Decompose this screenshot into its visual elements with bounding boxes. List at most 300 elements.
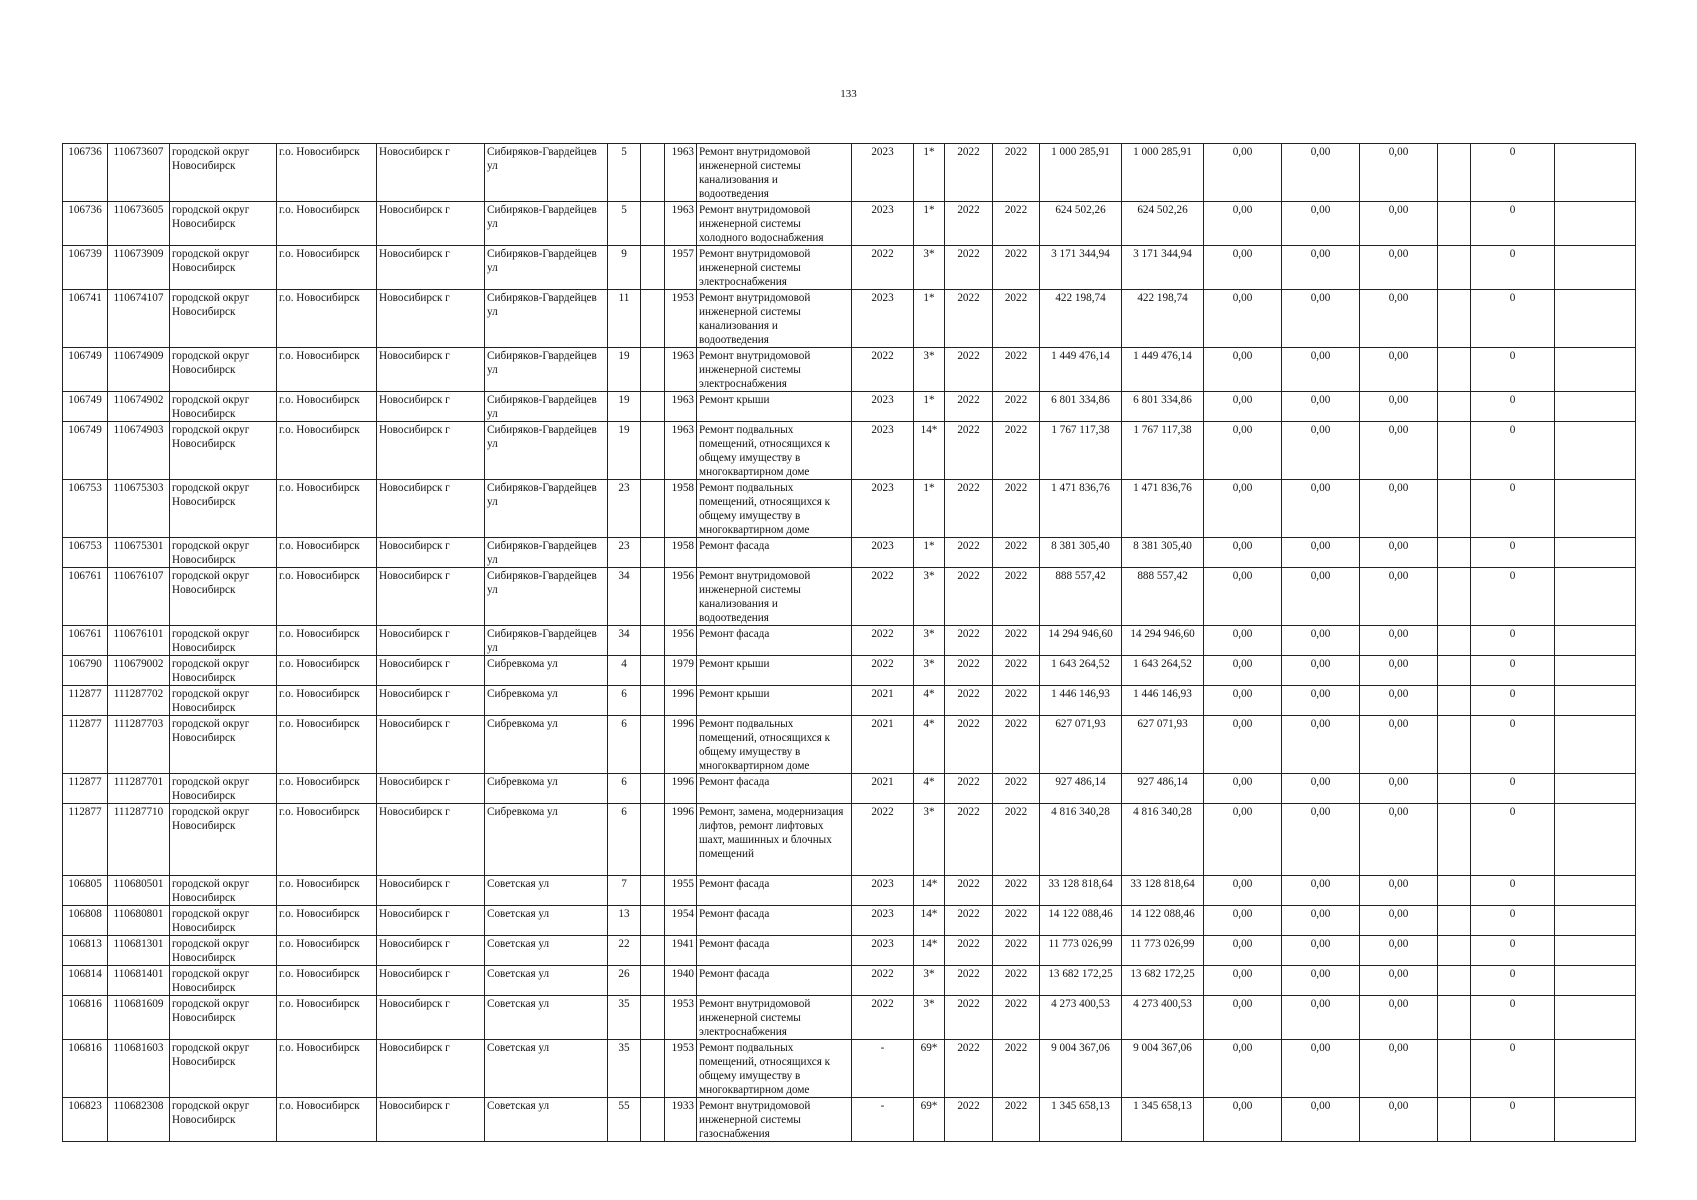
- table-row: [63, 774, 1636, 804]
- city-cell: Новосибирск г: [377, 996, 485, 1040]
- object-code-cell: 111287703: [108, 716, 170, 774]
- object-code-cell: 110681609: [108, 996, 170, 1040]
- subsidy-3-cell: 0,00: [1360, 1098, 1438, 1142]
- street-cell: Сибревкома ул: [485, 774, 608, 804]
- plan-year-cell: 2023: [852, 538, 914, 568]
- city-cell: Новосибирск г: [377, 774, 485, 804]
- empty-cell: [1555, 906, 1636, 936]
- table-row: [63, 876, 1636, 906]
- house-number-cell: 34: [608, 626, 641, 656]
- row-id-cell: 106761: [63, 568, 108, 626]
- work-type-cell: Ремонт крыши: [697, 686, 852, 716]
- house-number-cell: 35: [608, 996, 641, 1040]
- street-cell: Сибиряков-Гвардейцев ул: [485, 348, 608, 392]
- plan-year-cell: -: [852, 1040, 914, 1098]
- city-cell: Новосибирск г: [377, 656, 485, 686]
- city-cell: Новосибирск г: [377, 716, 485, 774]
- year-built-cell: 1963: [665, 144, 697, 202]
- total-cost-cell: 1 643 264,52: [1040, 656, 1122, 686]
- zero-count-cell: 0: [1471, 422, 1555, 480]
- total-cost-cell: 1 767 117,38: [1040, 422, 1122, 480]
- start-year-cell: 2022: [945, 422, 993, 480]
- subsidy-3-cell: 0,00: [1360, 906, 1438, 936]
- district-cell: городской округ Новосибирск: [170, 480, 277, 538]
- building-cell: [641, 246, 665, 290]
- city-cell: Новосибирск г: [377, 804, 485, 876]
- house-number-cell: 19: [608, 422, 641, 480]
- plan-year-cell: 2021: [852, 686, 914, 716]
- table-row: [63, 480, 1636, 538]
- object-code-cell: 110674903: [108, 422, 170, 480]
- end-year-cell: 2022: [993, 626, 1040, 656]
- subsidy-3-cell: 0,00: [1360, 348, 1438, 392]
- fund-cost-cell: 1 000 285,91: [1122, 144, 1204, 202]
- criterion-cell: 3*: [914, 996, 945, 1040]
- plan-year-cell: 2023: [852, 144, 914, 202]
- year-built-cell: 1954: [665, 906, 697, 936]
- end-year-cell: 2022: [993, 716, 1040, 774]
- street-cell: Советская ул: [485, 1040, 608, 1098]
- district-cell: городской округ Новосибирск: [170, 202, 277, 246]
- start-year-cell: 2022: [945, 144, 993, 202]
- year-built-cell: 1979: [665, 656, 697, 686]
- district-cell: городской округ Новосибирск: [170, 144, 277, 202]
- plan-year-cell: 2022: [852, 568, 914, 626]
- subsidy-2-cell: 0,00: [1282, 906, 1360, 936]
- object-code-cell: 110680801: [108, 906, 170, 936]
- district-cell: городской округ Новосибирск: [170, 626, 277, 656]
- table-row: [63, 246, 1636, 290]
- total-cost-cell: 627 071,93: [1040, 716, 1122, 774]
- street-cell: Сибиряков-Гвардейцев ул: [485, 290, 608, 348]
- row-id-cell: 106790: [63, 656, 108, 686]
- house-number-cell: 23: [608, 480, 641, 538]
- building-cell: [641, 290, 665, 348]
- subsidy-2-cell: 0,00: [1282, 246, 1360, 290]
- total-cost-cell: 13 682 172,25: [1040, 966, 1122, 996]
- district-cell: городской округ Новосибирск: [170, 996, 277, 1040]
- empty-cell: [1555, 392, 1636, 422]
- house-number-cell: 5: [608, 144, 641, 202]
- building-cell: [641, 716, 665, 774]
- row-id-cell: 106813: [63, 936, 108, 966]
- work-type-cell: Ремонт внутридомовой инженерной системы канализования и водоотведения: [697, 568, 852, 626]
- zero-count-cell: 0: [1471, 1040, 1555, 1098]
- row-id-cell: 112877: [63, 774, 108, 804]
- building-cell: [641, 568, 665, 626]
- total-cost-cell: 4 273 400,53: [1040, 996, 1122, 1040]
- year-built-cell: 1953: [665, 290, 697, 348]
- table-row: [63, 422, 1636, 480]
- house-number-cell: 6: [608, 804, 641, 876]
- table-row: [63, 626, 1636, 656]
- city-cell: Новосибирск г: [377, 568, 485, 626]
- table-row: [63, 290, 1636, 348]
- area-cell: г.о. Новосибирск: [277, 804, 377, 876]
- city-cell: Новосибирск г: [377, 686, 485, 716]
- subsidy-2-cell: 0,00: [1282, 1098, 1360, 1142]
- empty-cell: [1555, 936, 1636, 966]
- table-row: [63, 568, 1636, 626]
- building-cell: [641, 626, 665, 656]
- work-type-cell: Ремонт, замена, модернизация лифтов, ремонт лифтовых шахт, машинных и блочных помещений: [697, 804, 852, 876]
- subsidy-3-cell: 0,00: [1360, 626, 1438, 656]
- end-year-cell: 2022: [993, 202, 1040, 246]
- fund-cost-cell: 927 486,14: [1122, 774, 1204, 804]
- empty-cell: [1438, 144, 1471, 202]
- empty-cell: [1438, 422, 1471, 480]
- fund-cost-cell: 1 446 146,93: [1122, 686, 1204, 716]
- building-cell: [641, 202, 665, 246]
- empty-cell: [1438, 1098, 1471, 1142]
- end-year-cell: 2022: [993, 876, 1040, 906]
- building-cell: [641, 996, 665, 1040]
- subsidy-1-cell: 0,00: [1204, 144, 1282, 202]
- subsidy-2-cell: 0,00: [1282, 422, 1360, 480]
- street-cell: Советская ул: [485, 1098, 608, 1142]
- empty-cell: [1438, 804, 1471, 876]
- district-cell: городской округ Новосибирск: [170, 290, 277, 348]
- empty-cell: [1555, 290, 1636, 348]
- building-cell: [641, 774, 665, 804]
- house-number-cell: 6: [608, 716, 641, 774]
- total-cost-cell: 927 486,14: [1040, 774, 1122, 804]
- empty-cell: [1438, 202, 1471, 246]
- district-cell: городской округ Новосибирск: [170, 876, 277, 906]
- row-id-cell: 106749: [63, 392, 108, 422]
- criterion-cell: 1*: [914, 538, 945, 568]
- object-code-cell: 110675301: [108, 538, 170, 568]
- district-cell: городской округ Новосибирск: [170, 422, 277, 480]
- subsidy-1-cell: 0,00: [1204, 392, 1282, 422]
- plan-year-cell: 2021: [852, 716, 914, 774]
- fund-cost-cell: 11 773 026,99: [1122, 936, 1204, 966]
- plan-year-cell: -: [852, 1098, 914, 1142]
- empty-cell: [1555, 348, 1636, 392]
- street-cell: Сибиряков-Гвардейцев ул: [485, 144, 608, 202]
- zero-count-cell: 0: [1471, 686, 1555, 716]
- work-type-cell: Ремонт фасада: [697, 774, 852, 804]
- building-cell: [641, 480, 665, 538]
- building-cell: [641, 1040, 665, 1098]
- empty-cell: [1438, 936, 1471, 966]
- fund-cost-cell: 1 449 476,14: [1122, 348, 1204, 392]
- work-type-cell: Ремонт фасада: [697, 936, 852, 966]
- total-cost-cell: 14 294 946,60: [1040, 626, 1122, 656]
- area-cell: г.о. Новосибирск: [277, 996, 377, 1040]
- area-cell: г.о. Новосибирск: [277, 202, 377, 246]
- zero-count-cell: 0: [1471, 348, 1555, 392]
- subsidy-2-cell: 0,00: [1282, 686, 1360, 716]
- fund-cost-cell: 8 381 305,40: [1122, 538, 1204, 568]
- subsidy-1-cell: 0,00: [1204, 348, 1282, 392]
- criterion-cell: 14*: [914, 876, 945, 906]
- empty-cell: [1555, 716, 1636, 774]
- house-number-cell: 13: [608, 906, 641, 936]
- zero-count-cell: 0: [1471, 144, 1555, 202]
- subsidy-1-cell: 0,00: [1204, 686, 1282, 716]
- start-year-cell: 2022: [945, 1098, 993, 1142]
- table-row: [63, 392, 1636, 422]
- district-cell: городской округ Новосибирск: [170, 936, 277, 966]
- table-row: [63, 716, 1636, 774]
- empty-cell: [1438, 906, 1471, 936]
- start-year-cell: 2022: [945, 290, 993, 348]
- start-year-cell: 2022: [945, 906, 993, 936]
- area-cell: г.о. Новосибирск: [277, 876, 377, 906]
- subsidy-2-cell: 0,00: [1282, 290, 1360, 348]
- empty-cell: [1438, 1040, 1471, 1098]
- object-code-cell: 110682308: [108, 1098, 170, 1142]
- row-id-cell: 106761: [63, 626, 108, 656]
- subsidy-1-cell: 0,00: [1204, 422, 1282, 480]
- year-built-cell: 1940: [665, 966, 697, 996]
- building-cell: [641, 144, 665, 202]
- empty-cell: [1438, 246, 1471, 290]
- street-cell: Советская ул: [485, 876, 608, 906]
- row-id-cell: 106753: [63, 480, 108, 538]
- street-cell: Сибиряков-Гвардейцев ул: [485, 538, 608, 568]
- criterion-cell: 69*: [914, 1098, 945, 1142]
- end-year-cell: 2022: [993, 996, 1040, 1040]
- subsidy-3-cell: 0,00: [1360, 290, 1438, 348]
- table-row: [63, 1098, 1636, 1142]
- empty-cell: [1438, 626, 1471, 656]
- start-year-cell: 2022: [945, 568, 993, 626]
- subsidy-3-cell: 0,00: [1360, 538, 1438, 568]
- subsidy-3-cell: 0,00: [1360, 392, 1438, 422]
- start-year-cell: 2022: [945, 716, 993, 774]
- work-type-cell: Ремонт внутридомовой инженерной системы канализования и водоотведения: [697, 144, 852, 202]
- city-cell: Новосибирск г: [377, 348, 485, 392]
- zero-count-cell: 0: [1471, 480, 1555, 538]
- city-cell: Новосибирск г: [377, 202, 485, 246]
- start-year-cell: 2022: [945, 1040, 993, 1098]
- row-id-cell: 112877: [63, 804, 108, 876]
- work-type-cell: Ремонт подвальных помещений, относящихся к общему имуществу в многоквартирном доме: [697, 1040, 852, 1098]
- repair-register-table: [62, 143, 1636, 1142]
- plan-year-cell: 2023: [852, 936, 914, 966]
- end-year-cell: 2022: [993, 538, 1040, 568]
- subsidy-2-cell: 0,00: [1282, 538, 1360, 568]
- criterion-cell: 14*: [914, 906, 945, 936]
- subsidy-2-cell: 0,00: [1282, 656, 1360, 686]
- fund-cost-cell: 4 273 400,53: [1122, 996, 1204, 1040]
- object-code-cell: 110674902: [108, 392, 170, 422]
- city-cell: Новосибирск г: [377, 290, 485, 348]
- city-cell: Новосибирск г: [377, 626, 485, 656]
- object-code-cell: 111287702: [108, 686, 170, 716]
- plan-year-cell: 2022: [852, 626, 914, 656]
- start-year-cell: 2022: [945, 686, 993, 716]
- plan-year-cell: 2023: [852, 876, 914, 906]
- object-code-cell: 111287710: [108, 804, 170, 876]
- criterion-cell: 3*: [914, 626, 945, 656]
- subsidy-2-cell: 0,00: [1282, 996, 1360, 1040]
- zero-count-cell: 0: [1471, 392, 1555, 422]
- fund-cost-cell: 422 198,74: [1122, 290, 1204, 348]
- criterion-cell: 3*: [914, 568, 945, 626]
- district-cell: городской округ Новосибирск: [170, 716, 277, 774]
- district-cell: городской округ Новосибирск: [170, 392, 277, 422]
- zero-count-cell: 0: [1471, 716, 1555, 774]
- subsidy-1-cell: 0,00: [1204, 936, 1282, 966]
- district-cell: городской округ Новосибирск: [170, 774, 277, 804]
- subsidy-2-cell: 0,00: [1282, 936, 1360, 966]
- total-cost-cell: 1 471 836,76: [1040, 480, 1122, 538]
- work-type-cell: Ремонт фасада: [697, 626, 852, 656]
- total-cost-cell: 3 171 344,94: [1040, 246, 1122, 290]
- end-year-cell: 2022: [993, 804, 1040, 876]
- fund-cost-cell: 627 071,93: [1122, 716, 1204, 774]
- year-built-cell: 1958: [665, 480, 697, 538]
- subsidy-3-cell: 0,00: [1360, 144, 1438, 202]
- subsidy-3-cell: 0,00: [1360, 568, 1438, 626]
- plan-year-cell: 2022: [852, 804, 914, 876]
- building-cell: [641, 538, 665, 568]
- empty-cell: [1438, 774, 1471, 804]
- year-built-cell: 1996: [665, 686, 697, 716]
- area-cell: г.о. Новосибирск: [277, 480, 377, 538]
- year-built-cell: 1956: [665, 626, 697, 656]
- fund-cost-cell: 33 128 818,64: [1122, 876, 1204, 906]
- subsidy-3-cell: 0,00: [1360, 774, 1438, 804]
- city-cell: Новосибирск г: [377, 538, 485, 568]
- district-cell: городской округ Новосибирск: [170, 686, 277, 716]
- table-row: [63, 686, 1636, 716]
- fund-cost-cell: 1 643 264,52: [1122, 656, 1204, 686]
- subsidy-3-cell: 0,00: [1360, 996, 1438, 1040]
- work-type-cell: Ремонт фасада: [697, 876, 852, 906]
- plan-year-cell: 2023: [852, 202, 914, 246]
- area-cell: г.о. Новосибирск: [277, 626, 377, 656]
- building-cell: [641, 1098, 665, 1142]
- page-number: 133: [840, 88, 857, 100]
- object-code-cell: 110673605: [108, 202, 170, 246]
- total-cost-cell: 1 446 146,93: [1040, 686, 1122, 716]
- total-cost-cell: 9 004 367,06: [1040, 1040, 1122, 1098]
- subsidy-2-cell: 0,00: [1282, 966, 1360, 996]
- table-row: [63, 996, 1636, 1040]
- year-built-cell: 1941: [665, 936, 697, 966]
- zero-count-cell: 0: [1471, 202, 1555, 246]
- start-year-cell: 2022: [945, 936, 993, 966]
- street-cell: Сибиряков-Гвардейцев ул: [485, 392, 608, 422]
- fund-cost-cell: 3 171 344,94: [1122, 246, 1204, 290]
- year-built-cell: 1956: [665, 568, 697, 626]
- area-cell: г.о. Новосибирск: [277, 906, 377, 936]
- table-row: [63, 936, 1636, 966]
- building-cell: [641, 422, 665, 480]
- work-type-cell: Ремонт крыши: [697, 392, 852, 422]
- subsidy-2-cell: 0,00: [1282, 392, 1360, 422]
- house-number-cell: 23: [608, 538, 641, 568]
- start-year-cell: 2022: [945, 246, 993, 290]
- row-id-cell: 106749: [63, 348, 108, 392]
- plan-year-cell: 2023: [852, 480, 914, 538]
- street-cell: Сибиряков-Гвардейцев ул: [485, 568, 608, 626]
- house-number-cell: 6: [608, 774, 641, 804]
- total-cost-cell: 14 122 088,46: [1040, 906, 1122, 936]
- work-type-cell: Ремонт фасада: [697, 538, 852, 568]
- empty-cell: [1438, 686, 1471, 716]
- row-id-cell: 106823: [63, 1098, 108, 1142]
- area-cell: г.о. Новосибирск: [277, 538, 377, 568]
- criterion-cell: 3*: [914, 804, 945, 876]
- empty-cell: [1555, 568, 1636, 626]
- house-number-cell: 4: [608, 656, 641, 686]
- start-year-cell: 2022: [945, 538, 993, 568]
- subsidy-3-cell: 0,00: [1360, 716, 1438, 774]
- zero-count-cell: 0: [1471, 876, 1555, 906]
- empty-cell: [1438, 716, 1471, 774]
- district-cell: городской округ Новосибирск: [170, 348, 277, 392]
- street-cell: Сибиряков-Гвардейцев ул: [485, 480, 608, 538]
- house-number-cell: 9: [608, 246, 641, 290]
- year-built-cell: 1953: [665, 996, 697, 1040]
- work-type-cell: Ремонт внутридомовой инженерной системы холодного водоснабжения: [697, 202, 852, 246]
- criterion-cell: 14*: [914, 936, 945, 966]
- street-cell: Советская ул: [485, 906, 608, 936]
- row-id-cell: 106808: [63, 906, 108, 936]
- end-year-cell: 2022: [993, 966, 1040, 996]
- subsidy-1-cell: 0,00: [1204, 716, 1282, 774]
- year-built-cell: 1933: [665, 1098, 697, 1142]
- empty-cell: [1555, 480, 1636, 538]
- empty-cell: [1555, 246, 1636, 290]
- year-built-cell: 1953: [665, 1040, 697, 1098]
- work-type-cell: Ремонт внутридомовой инженерной системы электроснабжения: [697, 996, 852, 1040]
- object-code-cell: 110681603: [108, 1040, 170, 1098]
- year-built-cell: 1996: [665, 804, 697, 876]
- end-year-cell: 2022: [993, 906, 1040, 936]
- criterion-cell: 69*: [914, 1040, 945, 1098]
- area-cell: г.о. Новосибирск: [277, 568, 377, 626]
- work-type-cell: Ремонт фасада: [697, 966, 852, 996]
- work-type-cell: Ремонт подвальных помещений, относящихся к общему имуществу в многоквартирном доме: [697, 716, 852, 774]
- row-id-cell: 112877: [63, 686, 108, 716]
- city-cell: Новосибирск г: [377, 936, 485, 966]
- empty-cell: [1438, 538, 1471, 568]
- subsidy-2-cell: 0,00: [1282, 202, 1360, 246]
- zero-count-cell: 0: [1471, 290, 1555, 348]
- row-id-cell: 112877: [63, 716, 108, 774]
- street-cell: Сибиряков-Гвардейцев ул: [485, 422, 608, 480]
- start-year-cell: 2022: [945, 876, 993, 906]
- row-id-cell: 106816: [63, 996, 108, 1040]
- street-cell: Сибревкома ул: [485, 656, 608, 686]
- house-number-cell: 55: [608, 1098, 641, 1142]
- empty-cell: [1555, 876, 1636, 906]
- fund-cost-cell: 13 682 172,25: [1122, 966, 1204, 996]
- end-year-cell: 2022: [993, 290, 1040, 348]
- subsidy-3-cell: 0,00: [1360, 1040, 1438, 1098]
- criterion-cell: 1*: [914, 202, 945, 246]
- object-code-cell: 110673607: [108, 144, 170, 202]
- zero-count-cell: 0: [1471, 1098, 1555, 1142]
- year-built-cell: 1996: [665, 774, 697, 804]
- zero-count-cell: 0: [1471, 626, 1555, 656]
- object-code-cell: 110676101: [108, 626, 170, 656]
- subsidy-3-cell: 0,00: [1360, 804, 1438, 876]
- house-number-cell: 22: [608, 936, 641, 966]
- table-row: [63, 202, 1636, 246]
- area-cell: г.о. Новосибирск: [277, 290, 377, 348]
- district-cell: городской округ Новосибирск: [170, 568, 277, 626]
- table-row: [63, 348, 1636, 392]
- start-year-cell: 2022: [945, 348, 993, 392]
- row-id-cell: 106816: [63, 1040, 108, 1098]
